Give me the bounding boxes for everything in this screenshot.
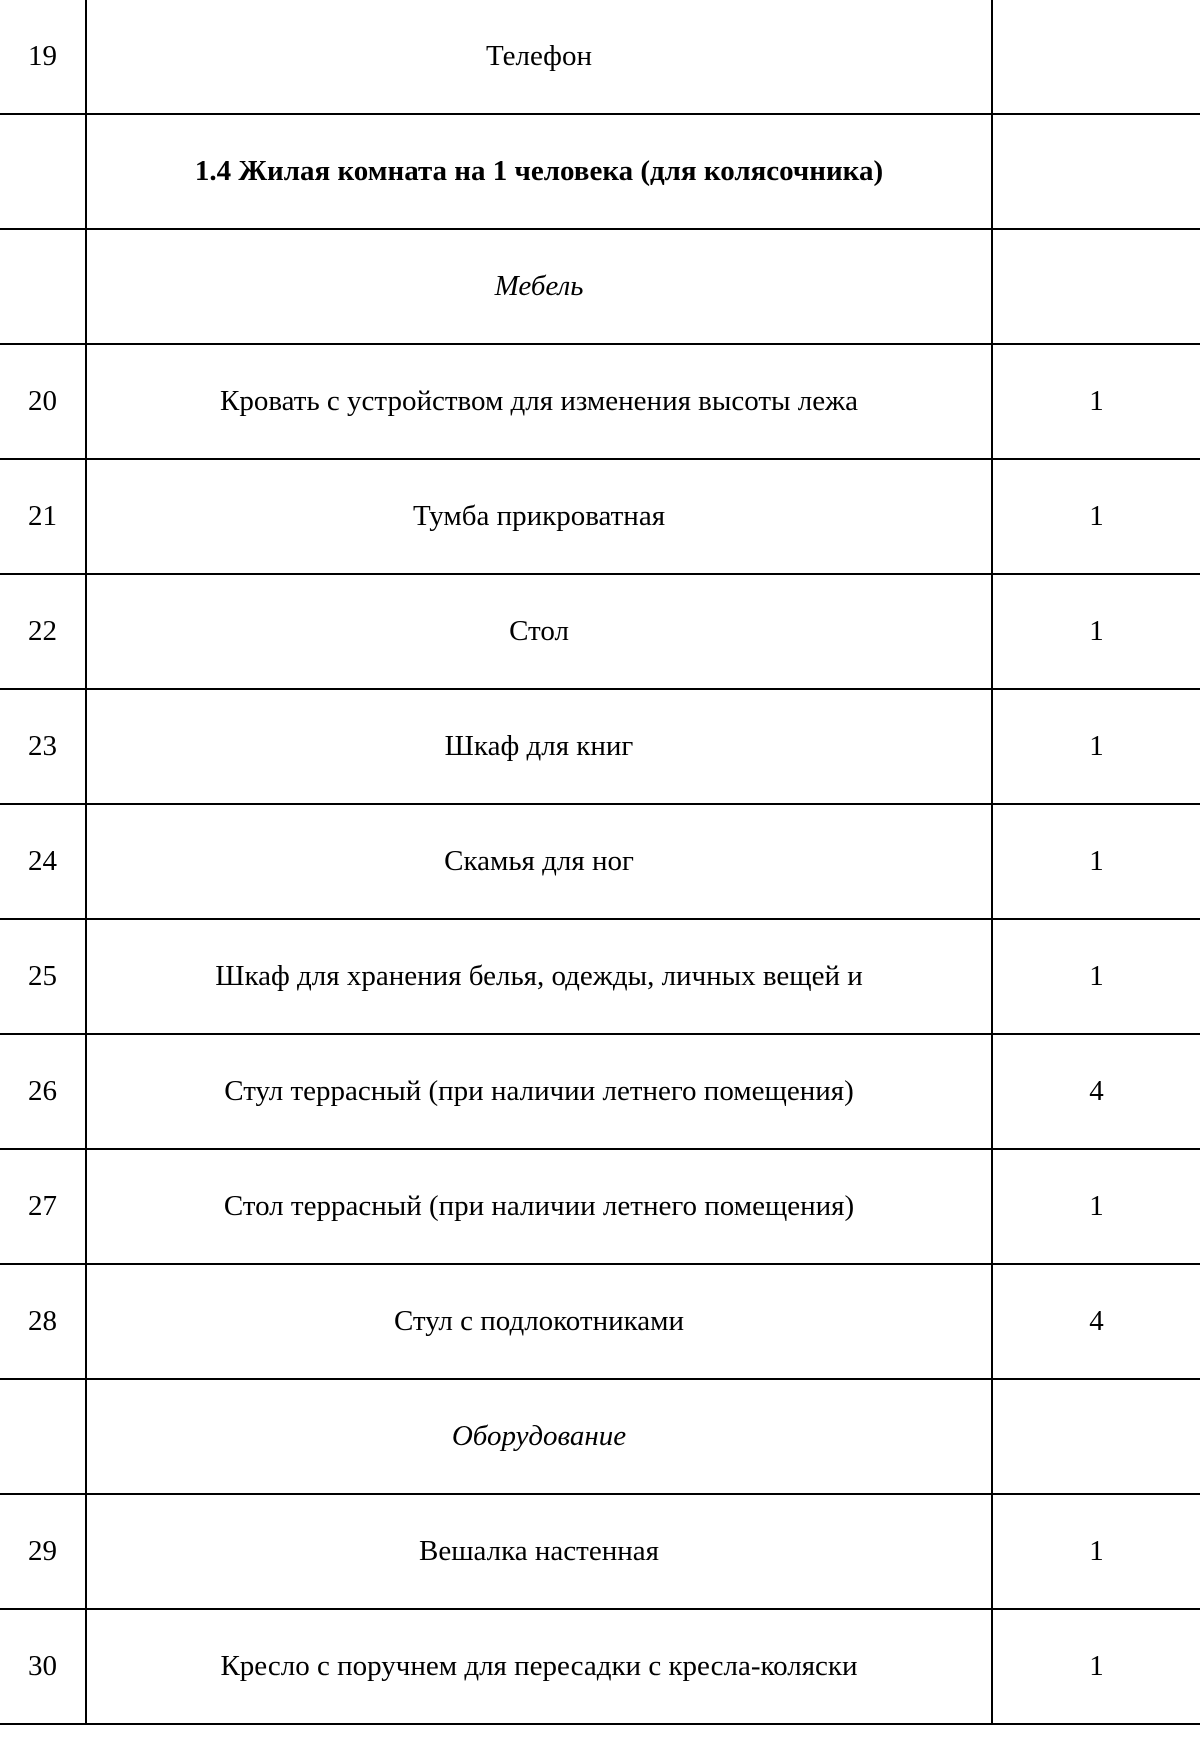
table-row [0, 459, 1200, 574]
quantity-cell: 1 [992, 804, 1200, 919]
quantity-cell: 1 [992, 1149, 1200, 1264]
table-row [0, 804, 1200, 919]
quantity-cell [992, 0, 1200, 114]
item-name-cell: Скамья для ног [86, 804, 992, 919]
item-name-cell: Тумба прикроватная [86, 459, 992, 574]
item-name-cell: Стол террасный (при наличии летнего помещения) [86, 1149, 992, 1264]
quantity-cell: 1 [992, 459, 1200, 574]
item-name-cell: Стол [86, 574, 992, 689]
row-number-cell: 27 [0, 1149, 86, 1264]
item-name-cell: Мебель [86, 229, 992, 344]
item-name-cell: Стул с подлокотниками [86, 1264, 992, 1379]
quantity-cell: 1 [992, 689, 1200, 804]
item-name-cell: Вешалка настенная [86, 1494, 992, 1609]
table-row [0, 1494, 1200, 1609]
subsection-header-row [0, 1379, 1200, 1494]
row-number-cell: 25 [0, 919, 86, 1034]
table-row [0, 1609, 1200, 1724]
table-row [0, 1149, 1200, 1264]
table-row [0, 1264, 1200, 1379]
item-name-cell: Оборудование [86, 1379, 992, 1494]
quantity-cell: 1 [992, 344, 1200, 459]
table-row [0, 344, 1200, 459]
table-row [0, 919, 1200, 1034]
row-number-cell: 24 [0, 804, 86, 919]
row-number-cell: 26 [0, 1034, 86, 1149]
section-header-row [0, 114, 1200, 229]
row-number-cell: 21 [0, 459, 86, 574]
item-name-cell: 1.4 Жилая комната на 1 человека (для колясочника) [86, 114, 992, 229]
table-row [0, 689, 1200, 804]
table-row [0, 1034, 1200, 1149]
item-name-cell: Кресло с поручнем для пересадки с кресла-коляски [86, 1609, 992, 1724]
quantity-cell: 1 [992, 1494, 1200, 1609]
row-number-cell [0, 229, 86, 344]
row-number-cell [0, 1379, 86, 1494]
quantity-cell: 1 [992, 919, 1200, 1034]
quantity-cell: 1 [992, 1609, 1200, 1724]
row-number-cell: 23 [0, 689, 86, 804]
subsection-header-row [0, 229, 1200, 344]
item-name-cell: Шкаф для хранения белья, одежды, личных вещей и [86, 919, 992, 1034]
quantity-cell: 4 [992, 1264, 1200, 1379]
row-number-cell: 30 [0, 1609, 86, 1724]
quantity-cell [992, 1379, 1200, 1494]
row-number-cell: 22 [0, 574, 86, 689]
quantity-cell [992, 229, 1200, 344]
table-row [0, 0, 1200, 114]
quantity-cell [992, 114, 1200, 229]
item-name-cell: Телефон [86, 0, 992, 114]
table-row [0, 574, 1200, 689]
item-name-cell: Стул террасный (при наличии летнего помещения) [86, 1034, 992, 1149]
row-number-cell: 29 [0, 1494, 86, 1609]
quantity-cell: 1 [992, 574, 1200, 689]
item-name-cell: Кровать с устройством для изменения высоты лежа [86, 344, 992, 459]
row-number-cell: 20 [0, 344, 86, 459]
item-name-cell: Шкаф для книг [86, 689, 992, 804]
row-number-cell [0, 114, 86, 229]
row-number-cell: 28 [0, 1264, 86, 1379]
row-number-cell: 19 [0, 0, 86, 114]
quantity-cell: 4 [992, 1034, 1200, 1149]
